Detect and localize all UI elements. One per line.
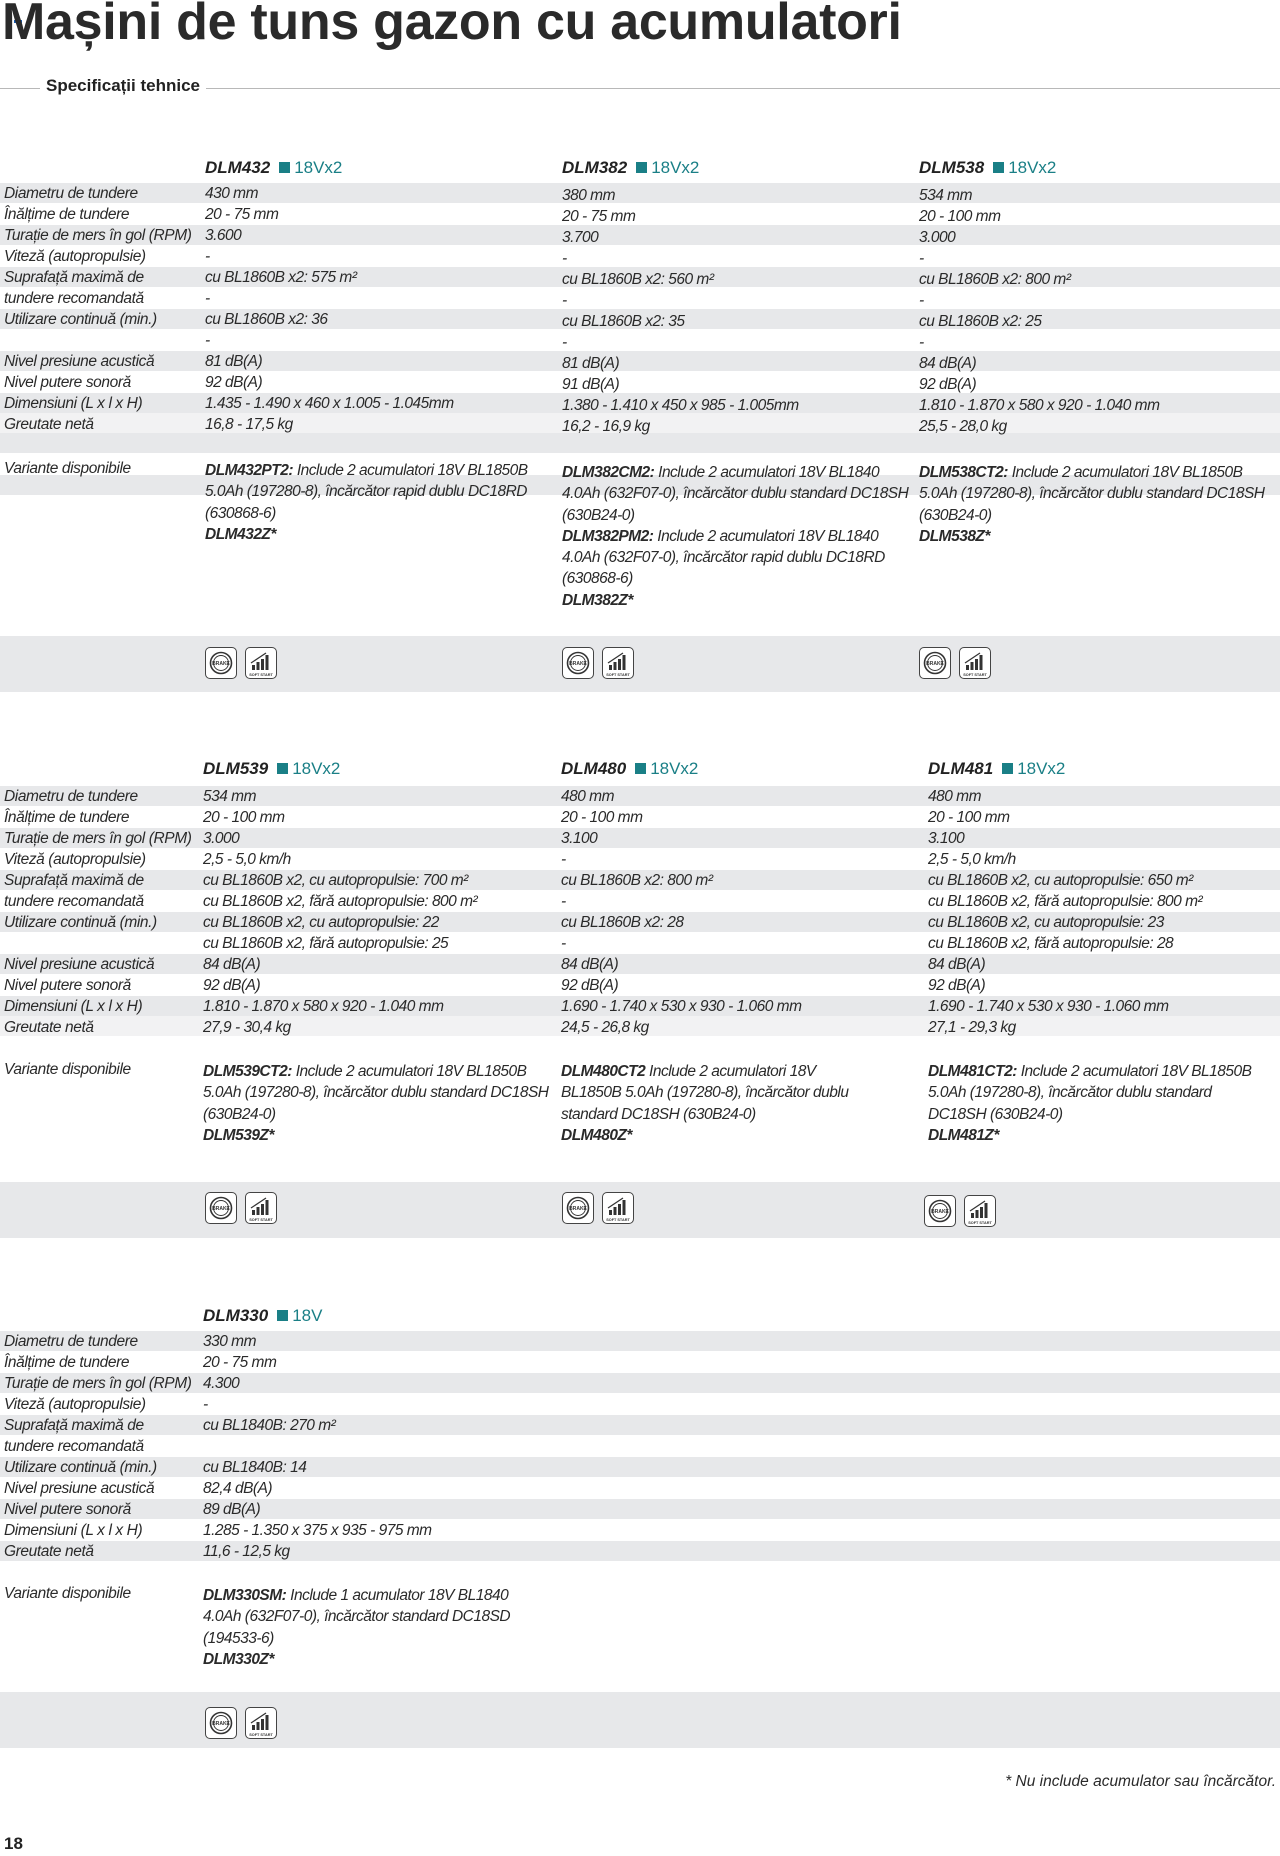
model-header-dlm382 bbox=[562, 158, 699, 178]
label-viteza: Viteză (autopropulsie) bbox=[4, 1396, 146, 1413]
feature-icon-bar bbox=[0, 1692, 1280, 1748]
variant-desc: Include 2 acumulatori 18V BL1850B 5.0Ah (197280-8), încărcător dublu standard DC18SH (630B24-0) bbox=[919, 464, 1265, 524]
row-stripe bbox=[0, 1457, 1280, 1477]
spec-value: 16,8 - 17,5 kg bbox=[205, 416, 293, 433]
variants-dlm432 bbox=[205, 460, 555, 545]
svg-text:BRAKE: BRAKE bbox=[212, 1206, 230, 1212]
model-name: DLM539 bbox=[203, 759, 269, 778]
label-greutate: Greutate netă bbox=[4, 416, 94, 433]
variant-code: DLM539CT2: bbox=[203, 1063, 292, 1080]
soft-start-icon bbox=[964, 1195, 996, 1227]
model-header-dlm538 bbox=[919, 158, 1056, 178]
spec-value: 2,5 - 5,0 km/h bbox=[203, 851, 291, 868]
voltage: 18Vx2 bbox=[292, 759, 341, 778]
svg-text:BRAKE: BRAKE bbox=[212, 1721, 230, 1727]
footnote: * Nu include acumulator sau încărcător. bbox=[1005, 1773, 1276, 1790]
voltage: 18Vx2 bbox=[1017, 759, 1066, 778]
spec-value: - bbox=[561, 893, 566, 910]
label-diametru: Diametru de tundere bbox=[4, 1333, 138, 1350]
brake-icon bbox=[562, 647, 594, 679]
variant-desc: Include 2 acumulatori 18V BL1850B 5.0Ah (197280-8), încărcător rapid dublu DC18RD (630868-6) bbox=[205, 462, 528, 522]
spec-value: 81 dB(A) bbox=[562, 355, 620, 372]
spec-value: 3.600 bbox=[205, 227, 242, 244]
label-dimensiuni: Dimensiuni (L x l x H) bbox=[4, 395, 143, 412]
spec-value: cu BL1860B x2, fără autopropulsie: 800 m² bbox=[203, 893, 478, 910]
label-suprafata: Suprafață maximă de bbox=[4, 1417, 144, 1434]
page-number: 18 bbox=[4, 1834, 23, 1853]
variant-bare: DLM538Z* bbox=[919, 527, 990, 545]
spec-value: 1.380 - 1.410 x 450 x 985 - 1.005mm bbox=[562, 397, 799, 414]
model-name: DLM480 bbox=[561, 759, 627, 778]
model-name: DLM432 bbox=[205, 158, 271, 177]
label-variante: Variante disponibile bbox=[4, 1061, 131, 1078]
label-suprafata-2: tundere recomandată bbox=[4, 893, 144, 910]
spec-value: 84 dB(A) bbox=[919, 355, 977, 372]
section-subtitle: Specificații tehnice bbox=[40, 76, 206, 96]
model-header-dlm480 bbox=[561, 759, 698, 779]
svg-text:SOFT START: SOFT START bbox=[968, 1221, 992, 1225]
variants-dlm480 bbox=[561, 1061, 871, 1146]
label-turatie: Turație de mers în gol (RPM) bbox=[4, 830, 192, 847]
model-name: DLM330 bbox=[203, 1306, 269, 1325]
spec-value: cu BL1860B x2, fără autopropulsie: 800 m² bbox=[928, 893, 1203, 910]
spec-value: 430 mm bbox=[205, 185, 258, 202]
row-stripe bbox=[0, 1373, 1280, 1393]
soft-start-icon bbox=[602, 1192, 634, 1224]
row-stripe bbox=[0, 1415, 1280, 1435]
label-inaltime: Înălțime de tundere bbox=[4, 206, 130, 223]
spec-value: - bbox=[919, 334, 924, 351]
accent-square bbox=[993, 162, 1004, 173]
model-header-dlm539 bbox=[203, 759, 340, 779]
row-stripe bbox=[0, 1499, 1280, 1519]
spec-value: 20 - 100 mm bbox=[928, 809, 1010, 826]
spec-value: 16,2 - 16,9 kg bbox=[562, 418, 650, 435]
model-name: DLM481 bbox=[928, 759, 994, 778]
row-stripe bbox=[0, 954, 1280, 974]
label-viteza: Viteză (autopropulsie) bbox=[4, 851, 146, 868]
spec-value: 1.810 - 1.870 x 580 x 920 - 1.040 mm bbox=[203, 998, 444, 1015]
spec-value: 27,1 - 29,3 kg bbox=[928, 1019, 1016, 1036]
spec-value: 20 - 75 mm bbox=[562, 208, 636, 225]
soft-start-icon bbox=[245, 647, 277, 679]
svg-text:BRAKE: BRAKE bbox=[569, 661, 587, 667]
spec-value: 84 dB(A) bbox=[561, 956, 619, 973]
spec-value: 92 dB(A) bbox=[561, 977, 619, 994]
label-suprafata: Suprafață maximă de bbox=[4, 872, 144, 889]
label-utilizare: Utilizare continuă (min.) bbox=[4, 914, 157, 931]
spec-value: - bbox=[919, 250, 924, 267]
spec-value: 25,5 - 28,0 kg bbox=[919, 418, 1007, 435]
label-turatie: Turație de mers în gol (RPM) bbox=[4, 227, 192, 244]
spec-section-3 bbox=[0, 1303, 1280, 1763]
spec-value: 534 mm bbox=[203, 788, 256, 805]
row-stripe bbox=[0, 183, 1280, 203]
spec-value: cu BL1860B x2, cu autopropulsie: 650 m² bbox=[928, 872, 1193, 889]
spec-value: - bbox=[919, 292, 924, 309]
spec-value: 11,6 - 12,5 kg bbox=[203, 1543, 290, 1560]
variant-desc: Include 2 acumulatori 18V BL1850B 5.0Ah (197280-8), încărcător dublu standard DC18SH (630B24-0) bbox=[561, 1063, 849, 1123]
brake-icon bbox=[562, 1192, 594, 1224]
spec-value: 1.285 - 1.350 x 375 x 935 - 975 mm bbox=[203, 1522, 432, 1539]
variant-desc: Include 2 acumulatori 18V BL1840 4.0Ah (632F07-0), încărcător rapid dublu DC18RD (630868-6) bbox=[562, 527, 885, 588]
spec-value: 4.300 bbox=[203, 1375, 240, 1392]
model-name: DLM538 bbox=[919, 158, 985, 177]
svg-text:SOFT START: SOFT START bbox=[249, 673, 273, 677]
variant-bare: DLM432Z* bbox=[205, 525, 276, 543]
row-stripe bbox=[0, 1541, 1280, 1561]
label-presiune: Nivel presiune acustică bbox=[4, 353, 155, 370]
spec-section-1 bbox=[0, 155, 1280, 695]
variant-code: DLM538CT2: bbox=[919, 464, 1008, 481]
spec-value: 20 - 75 mm bbox=[205, 206, 279, 223]
spec-value: 81 dB(A) bbox=[205, 353, 263, 370]
brake-icon bbox=[205, 1707, 237, 1739]
spec-value: cu BL1860B x2, cu autopropulsie: 23 bbox=[928, 914, 1164, 931]
variant-bare: DLM480Z* bbox=[561, 1126, 632, 1144]
voltage: 18Vx2 bbox=[650, 759, 699, 778]
label-greutate: Greutate netă bbox=[4, 1543, 94, 1560]
spec-value: cu BL1860B x2: 28 bbox=[561, 914, 684, 931]
accent-square bbox=[636, 162, 647, 173]
label-variante: Variante disponibile bbox=[4, 1585, 131, 1602]
row-stripe bbox=[0, 433, 1280, 453]
spec-value: cu BL1860B x2: 560 m² bbox=[562, 271, 714, 288]
variant-bare: DLM382Z* bbox=[562, 591, 633, 609]
variants-dlm481 bbox=[928, 1061, 1258, 1146]
svg-text:BRAKE: BRAKE bbox=[926, 661, 944, 667]
variant-bare: DLM539Z* bbox=[203, 1126, 274, 1144]
spec-value: 92 dB(A) bbox=[928, 977, 986, 994]
variant-desc: Include 2 acumulatori 18V BL1850B 5.0Ah (197280-8), încărcător dublu standard DC18SH (630B24-0) bbox=[203, 1063, 549, 1123]
label-variante: Variante disponibile bbox=[4, 460, 131, 477]
svg-text:SOFT START: SOFT START bbox=[963, 673, 987, 677]
label-dimensiuni: Dimensiuni (L x l x H) bbox=[4, 1522, 143, 1539]
spec-value: 3.000 bbox=[919, 229, 956, 246]
spec-value: - bbox=[561, 935, 566, 952]
model-header-dlm330 bbox=[203, 1306, 322, 1326]
voltage: 18Vx2 bbox=[1008, 158, 1057, 177]
spec-value: 20 - 100 mm bbox=[919, 208, 1001, 225]
spec-value: cu BL1860B x2, fără autopropulsie: 25 bbox=[203, 935, 449, 952]
spec-value: 1.810 - 1.870 x 580 x 920 - 1.040 mm bbox=[919, 397, 1160, 414]
spec-value: cu BL1860B x2: 800 m² bbox=[561, 872, 713, 889]
spec-value: 20 - 100 mm bbox=[561, 809, 643, 826]
spec-value: 84 dB(A) bbox=[928, 956, 986, 973]
spec-value: cu BL1840B: 270 m² bbox=[203, 1417, 336, 1434]
spec-value: 24,5 - 26,8 kg bbox=[561, 1019, 649, 1036]
spec-value: 89 dB(A) bbox=[203, 1501, 261, 1518]
variant-bare: DLM481Z* bbox=[928, 1126, 999, 1144]
svg-text:SOFT START: SOFT START bbox=[606, 1218, 630, 1222]
label-presiune: Nivel presiune acustică bbox=[4, 1480, 155, 1497]
svg-text:BRAKE: BRAKE bbox=[212, 661, 230, 667]
svg-text:BRAKE: BRAKE bbox=[931, 1209, 949, 1215]
label-turatie: Turație de mers în gol (RPM) bbox=[4, 1375, 192, 1392]
variant-code: DLM480CT2 bbox=[561, 1063, 646, 1080]
spec-value: 3.000 bbox=[203, 830, 240, 847]
variant-code: DLM382PM2: bbox=[562, 527, 654, 545]
voltage: 18V bbox=[292, 1306, 323, 1325]
row-stripe bbox=[0, 1331, 1280, 1351]
variant-desc: Include 2 acumulatori 18V BL1840 4.0Ah (632F07-0), încărcător dublu standard DC18SH (630B24-0) bbox=[562, 464, 909, 524]
variant-code: DLM382CM2: bbox=[562, 464, 655, 481]
row-stripe bbox=[0, 786, 1280, 806]
label-diametru: Diametru de tundere bbox=[4, 185, 138, 202]
label-putere: Nivel putere sonoră bbox=[4, 374, 131, 391]
spec-value: 3.100 bbox=[928, 830, 965, 847]
variants-dlm382 bbox=[562, 462, 912, 611]
spec-value: 1.690 - 1.740 x 530 x 930 - 1.060 mm bbox=[928, 998, 1169, 1015]
spec-value: 84 dB(A) bbox=[203, 956, 261, 973]
spec-value: - bbox=[561, 851, 566, 868]
spec-value: - bbox=[203, 1396, 208, 1413]
svg-text:SOFT START: SOFT START bbox=[606, 673, 630, 677]
spec-value: - bbox=[562, 250, 567, 267]
spec-value: 534 mm bbox=[919, 187, 972, 204]
spec-value: 1.690 - 1.740 x 530 x 930 - 1.060 mm bbox=[561, 998, 802, 1015]
label-inaltime: Înălțime de tundere bbox=[4, 1354, 130, 1371]
spec-value: cu BL1860B x2: 36 bbox=[205, 311, 328, 328]
spec-value: 92 dB(A) bbox=[203, 977, 261, 994]
label-viteza: Viteză (autopropulsie) bbox=[4, 248, 146, 265]
variants-dlm538 bbox=[919, 462, 1269, 547]
spec-value: 3.700 bbox=[562, 229, 599, 246]
label-dimensiuni: Dimensiuni (L x l x H) bbox=[4, 998, 143, 1015]
label-putere: Nivel putere sonoră bbox=[4, 1501, 131, 1518]
svg-text:BRAKE: BRAKE bbox=[569, 1206, 587, 1212]
variant-code: DLM330SM: bbox=[203, 1587, 287, 1604]
soft-start-icon bbox=[245, 1192, 277, 1224]
svg-text:SOFT START: SOFT START bbox=[249, 1218, 273, 1222]
row-stripe bbox=[0, 225, 1280, 245]
spec-value: 380 mm bbox=[562, 187, 615, 204]
spec-value: cu BL1840B: 14 bbox=[203, 1459, 307, 1476]
accent-square bbox=[635, 763, 646, 774]
variant-code: DLM481CT2: bbox=[928, 1063, 1017, 1080]
label-diametru: Diametru de tundere bbox=[4, 788, 138, 805]
spec-value: 92 dB(A) bbox=[919, 376, 977, 393]
row-stripe bbox=[0, 828, 1280, 848]
spec-value: 480 mm bbox=[928, 788, 981, 805]
model-header-dlm432 bbox=[205, 158, 342, 178]
spec-value: 480 mm bbox=[561, 788, 614, 805]
spec-value: 3.100 bbox=[561, 830, 598, 847]
model-name: DLM382 bbox=[562, 158, 628, 177]
variants-dlm330 bbox=[203, 1585, 523, 1670]
spec-value: 91 dB(A) bbox=[562, 376, 620, 393]
label-greutate: Greutate netă bbox=[4, 1019, 94, 1036]
accent-square bbox=[279, 162, 290, 173]
feature-icon-bar bbox=[0, 1182, 1280, 1238]
spec-value: 82,4 dB(A) bbox=[203, 1480, 273, 1497]
spec-section-2 bbox=[0, 758, 1280, 1248]
soft-start-icon bbox=[245, 1707, 277, 1739]
spec-value: - bbox=[205, 290, 210, 307]
label-putere: Nivel putere sonoră bbox=[4, 977, 131, 994]
label-utilizare: Utilizare continuă (min.) bbox=[4, 1459, 157, 1476]
label-suprafata-2: tundere recomandată bbox=[4, 1438, 144, 1455]
spec-value: cu BL1860B x2, cu autopropulsie: 700 m² bbox=[203, 872, 468, 889]
spec-value: cu BL1860B x2: 800 m² bbox=[919, 271, 1071, 288]
label-inaltime: Înălțime de tundere bbox=[4, 809, 130, 826]
voltage: 18Vx2 bbox=[294, 158, 343, 177]
accent-square bbox=[277, 1310, 288, 1321]
page-title: Mașini de tuns gazon cu acumulatori bbox=[2, 0, 902, 51]
spec-value: - bbox=[562, 334, 567, 351]
soft-start-icon bbox=[959, 647, 991, 679]
label-utilizare: Utilizare continuă (min.) bbox=[4, 311, 157, 328]
spec-value: 1.435 - 1.490 x 460 x 1.005 - 1.045mm bbox=[205, 395, 454, 412]
spec-value: cu BL1860B x2, fără autopropulsie: 28 bbox=[928, 935, 1174, 952]
variant-desc: Include 1 acumulator 18V BL1840 4.0Ah (632F07-0), încărcător standard DC18SD (194533-6) bbox=[203, 1587, 511, 1647]
row-stripe bbox=[0, 351, 1280, 371]
spec-value: 20 - 75 mm bbox=[203, 1354, 277, 1371]
label-suprafata: Suprafață maximă de bbox=[4, 269, 144, 286]
model-header-dlm481 bbox=[928, 759, 1065, 779]
soft-start-icon bbox=[602, 647, 634, 679]
spec-value: cu BL1860B x2, cu autopropulsie: 22 bbox=[203, 914, 439, 931]
label-presiune: Nivel presiune acustică bbox=[4, 956, 155, 973]
brake-icon bbox=[205, 1192, 237, 1224]
variant-bare: DLM330Z* bbox=[203, 1650, 274, 1668]
spec-value: - bbox=[562, 292, 567, 309]
spec-value: 92 dB(A) bbox=[205, 374, 263, 391]
brake-icon bbox=[924, 1195, 956, 1227]
label-suprafata-2: tundere recomandată bbox=[4, 290, 144, 307]
feature-icon-bar bbox=[0, 636, 1280, 692]
spec-value: cu BL1860B x2: 25 bbox=[919, 313, 1042, 330]
brake-icon bbox=[919, 647, 951, 679]
variant-code: DLM432PT2: bbox=[205, 462, 294, 479]
brake-icon bbox=[205, 647, 237, 679]
spec-value: 2,5 - 5,0 km/h bbox=[928, 851, 1016, 868]
spec-value: - bbox=[205, 332, 210, 349]
variants-dlm539 bbox=[203, 1061, 553, 1146]
spec-value: 330 mm bbox=[203, 1333, 256, 1350]
spec-value: - bbox=[205, 248, 210, 265]
accent-square bbox=[1002, 763, 1013, 774]
svg-text:SOFT START: SOFT START bbox=[249, 1733, 273, 1737]
spec-value: 20 - 100 mm bbox=[203, 809, 285, 826]
voltage: 18Vx2 bbox=[651, 158, 700, 177]
spec-value: cu BL1860B x2: 35 bbox=[562, 313, 685, 330]
accent-square bbox=[277, 763, 288, 774]
spec-value: cu BL1860B x2: 575 m² bbox=[205, 269, 357, 286]
spec-value: 27,9 - 30,4 kg bbox=[203, 1019, 291, 1036]
variant-desc: Include 2 acumulatori 18V BL1850B 5.0Ah (197280-8), încărcător dublu standard DC18SH (630B24-0) bbox=[928, 1063, 1252, 1123]
